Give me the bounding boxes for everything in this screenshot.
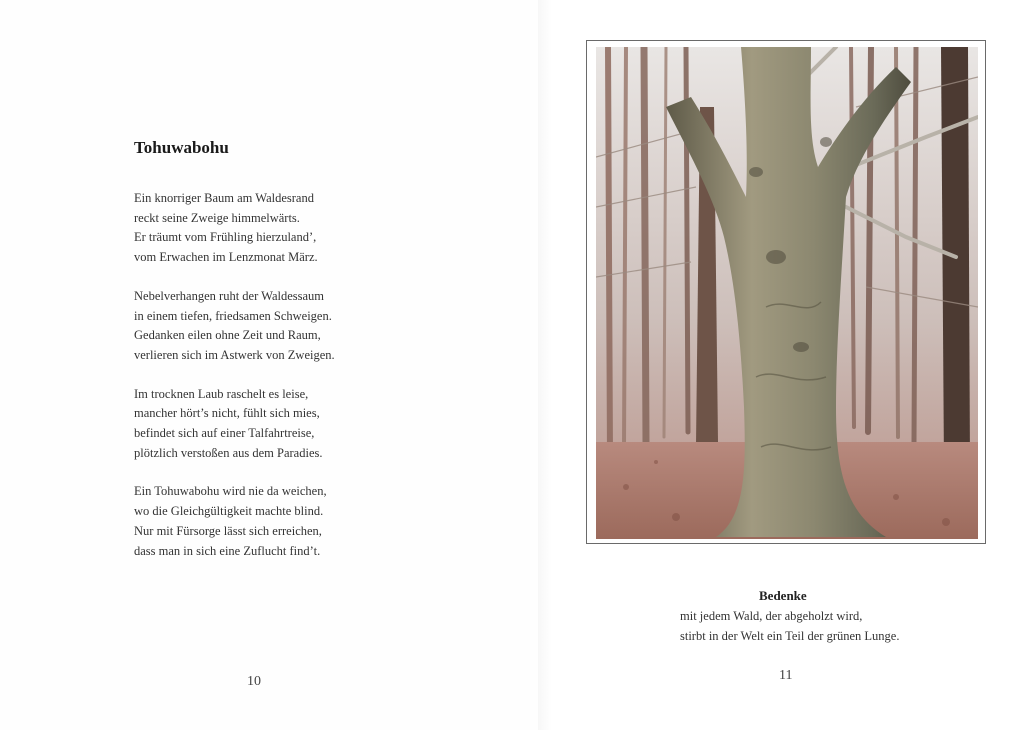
caption-title: Bedenke bbox=[759, 588, 807, 603]
poem-line: in einem tiefen, friedsamen Schweigen. bbox=[134, 308, 332, 323]
stanza-4 bbox=[134, 482, 514, 561]
poem-line: Er träumt vom Frühling hierzuland’, bbox=[134, 230, 317, 245]
poem-line: verlieren sich im Astwerk von Zweigen. bbox=[134, 347, 335, 362]
poem-line: Gedanken eilen ohne Zeit und Raum, bbox=[134, 328, 321, 343]
poem-line: vom Erwachen im Lenzmonat März. bbox=[134, 250, 318, 265]
photo-caption bbox=[680, 586, 980, 646]
poem-line: Nur mit Fürsorge lässt sich erreichen, bbox=[134, 523, 322, 538]
poem-line: Ein knorriger Baum am Waldesrand bbox=[134, 191, 314, 205]
poem-line: wo die Gleichgültigkeit machte blind. bbox=[134, 504, 324, 519]
tree-photo bbox=[596, 47, 978, 539]
book-gutter bbox=[538, 0, 552, 730]
page-number-left: 10 bbox=[247, 674, 261, 689]
poem-line: plötzlich verstoßen aus dem Paradies. bbox=[134, 445, 323, 460]
caption-line: mit jedem Wald, der abgeholzt wird, bbox=[680, 609, 863, 623]
poem-line: dass man in sich eine Zuflucht find’t. bbox=[134, 543, 321, 558]
poem-body bbox=[134, 189, 514, 580]
stanza-1 bbox=[134, 189, 514, 268]
page-number-right: 11 bbox=[779, 668, 793, 683]
poem-line: befindet sich auf einer Talfahrtreise, bbox=[134, 426, 315, 441]
poem-line: Nebelverhangen ruht der Waldessaum bbox=[134, 288, 325, 303]
poem-line: Im trocknen Laub raschelt es leise, bbox=[134, 386, 309, 401]
poem-line: reckt seine Zweige himmelwärts. bbox=[134, 210, 300, 225]
caption-line: stirbt in der Welt ein Teil der grünen Lunge. bbox=[680, 629, 900, 643]
photo-frame bbox=[586, 40, 986, 544]
poem-title: Tohuwabohu bbox=[134, 138, 229, 157]
poem-line: Ein Tohuwabohu wird nie da weichen, bbox=[134, 484, 327, 499]
poem-line: mancher hört’s nicht, fühlt sich mies, bbox=[134, 406, 320, 421]
forest-tree-illustration bbox=[596, 47, 978, 539]
stanza-2 bbox=[134, 287, 514, 366]
stanza-3 bbox=[134, 385, 514, 464]
